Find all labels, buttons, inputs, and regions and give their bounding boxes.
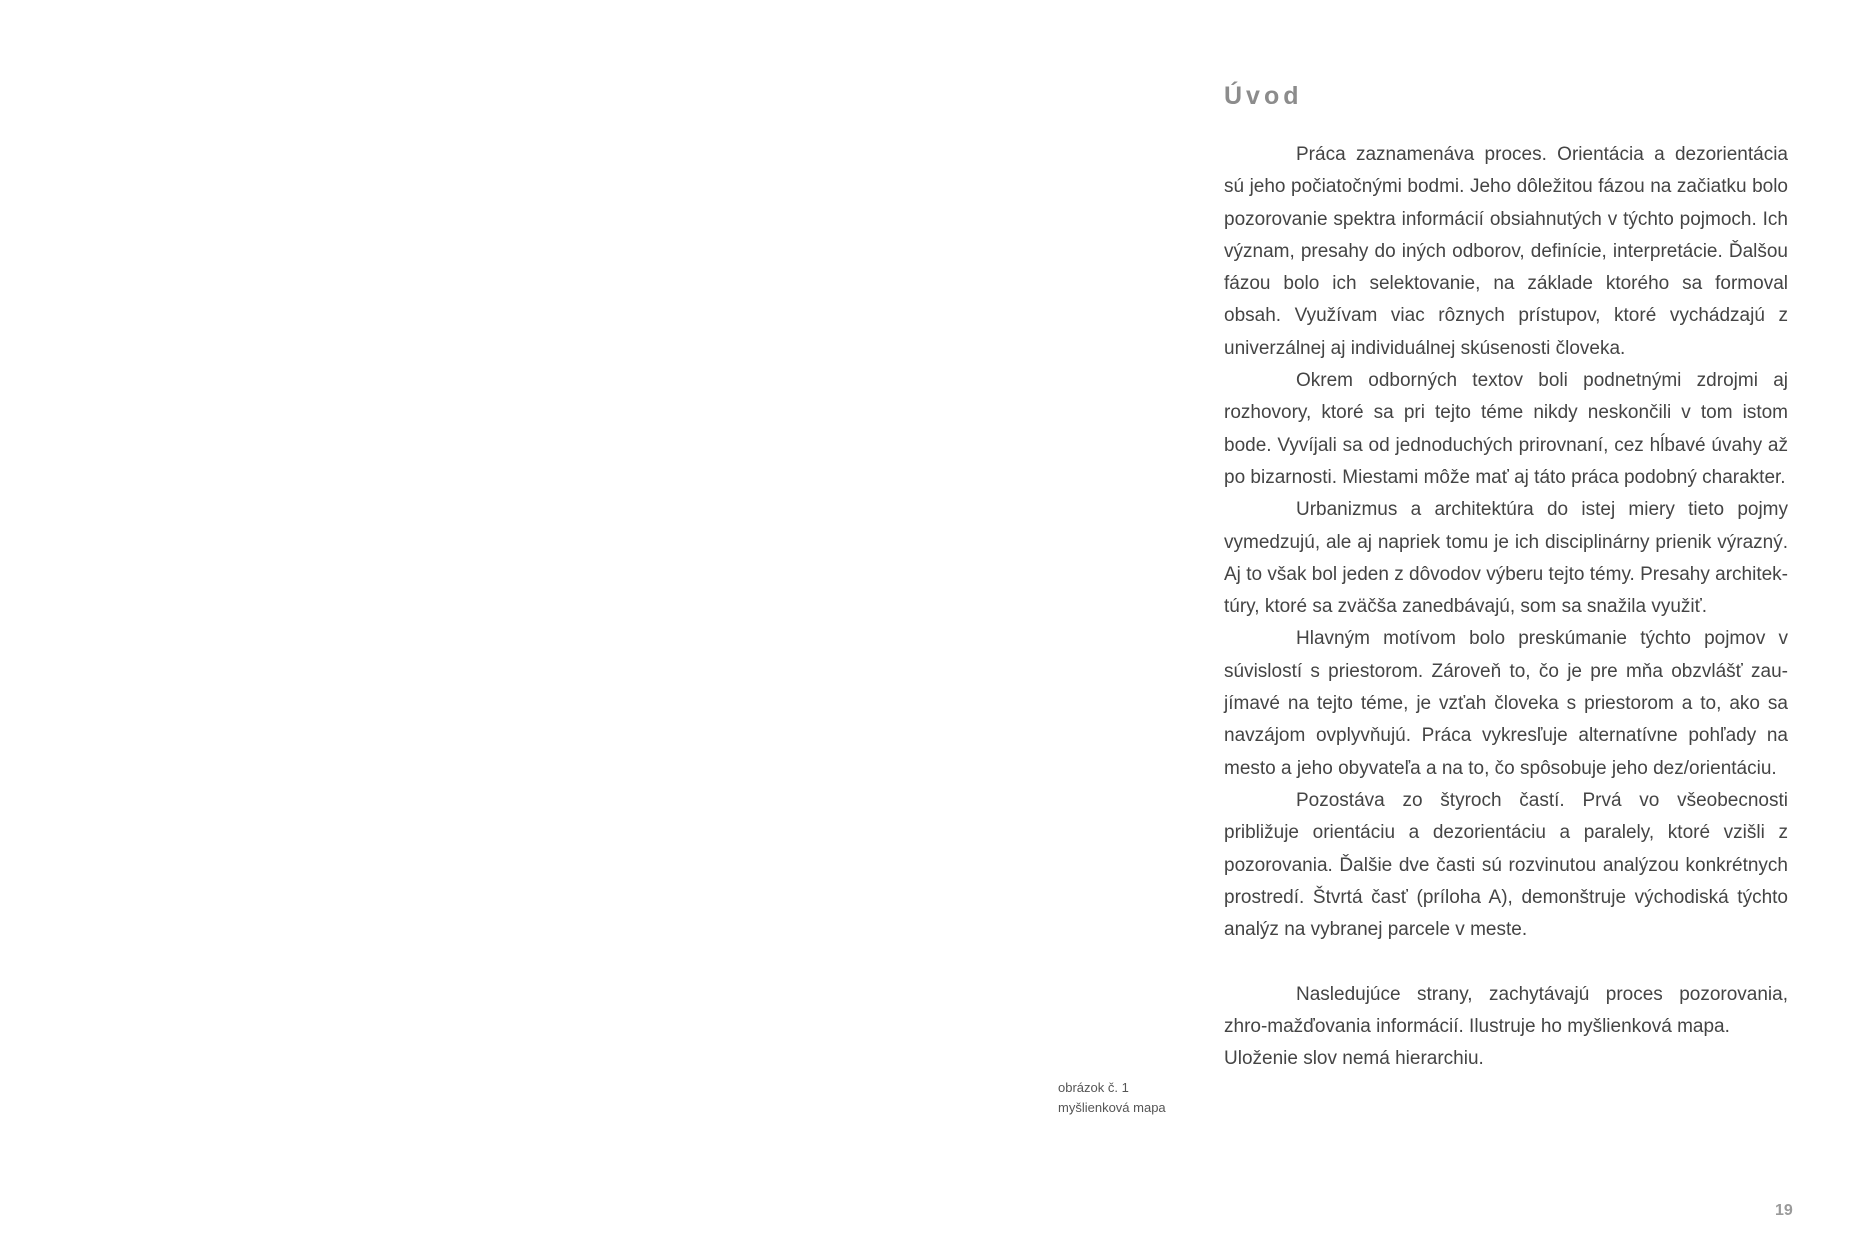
closing-line: Uloženie slov nemá hierarchiu. [1224,1048,1484,1070]
caption-figure-title: myšlienková mapa [1058,1100,1166,1115]
section-heading: Úvod [1224,82,1303,110]
paragraph-1: Práca zaznamenáva proces. Orientácia a dezorientácia sú jeho počiatočnými bodmi. Jeho dôležitou fázou na začiatku bolo pozorovanie spektra informácií obsiahnutých v týchto pojmoch. Ich význam, presahy do iných odborov, definície, interpretácie. Ďalšou fázou bolo ich selektovanie, na základe ktorého sa formoval obsah. Využívam viac rôznych prístupov, ktoré vychádzajú z univerzálnej aj individuálnej skúsenosti človeka. [1224,144,1788,359]
paragraph-3: Urbanizmus a architektúra do istej miery tieto pojmy vymedzujú, ale aj napriek tomu je ich disciplinárny prienik výrazný. Aj to však bol jeden z dôvodov výberu tejto témy. Presahy architek-túry, ktoré sa zväčša zanedbávajú, som sa snažila využiť. [1224,499,1788,618]
closing-paragraph: Nasledujúce strany, zachytávajú proces pozorovania, zhro-mažďovania informácií. Ilustruje ho myšlienková mapa. [1224,983,1788,1038]
paragraph-spacer [1224,946,1788,978]
caption-figure-number: obrázok č. 1 [1058,1080,1129,1095]
body-text [1224,139,1788,1076]
figure-caption [1058,1078,1166,1118]
paragraph-2: Okrem odborných textov boli podnetnými zdrojmi aj rozhovory, ktoré sa pri tejto téme nikdy neskončili v tom istom bode. Vyvíjali sa od jednoduchých prirovnaní, cez hĺbavé úvahy až po bizarnosti. Miestami môže mať aj táto práca podobný charakter. [1224,370,1788,488]
page-number: 19 [1775,1202,1793,1219]
paragraph-5: Pozostáva zo štyroch častí. Prvá vo všeobecnosti približuje orientáciu a dezorientáciu a paralely, ktoré vzišli z pozorovania. Ďalšie dve časti sú rozvinutou analýzou konkrétnych prostredí. Štvrtá časť (príloha A), demonštruje východiská týchto analýz na vybranej parcele v meste. [1224,789,1788,941]
paragraph-4: Hlavným motívom bolo preskúmanie týchto pojmov v súvislostí s priestorom. Zároveň to, čo je pre mňa obzvlášť zau-jímavé na tejto téme, je vzťah človeka s priestorom a to, ako sa navzájom ovplyvňujú. Práca vykresľuje alternatívne pohľady na mesto a jeho obyvateľa a na to, čo spôsobuje jeho dez/orientáciu. [1224,628,1788,779]
